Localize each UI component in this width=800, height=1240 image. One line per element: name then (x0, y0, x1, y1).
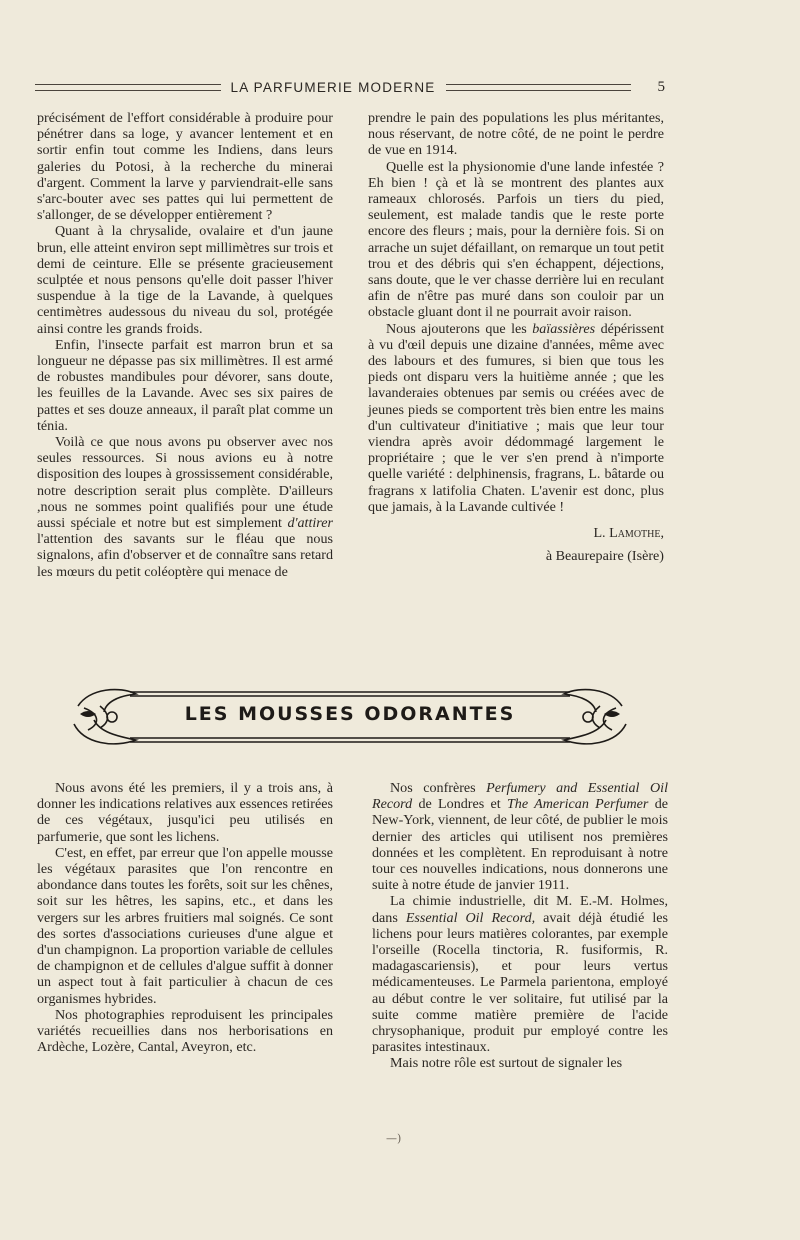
paragraph: Mais notre rôle est surtout de signaler les (390, 1055, 623, 1072)
footer-mark: —) (386, 1132, 402, 1145)
text-run: Nos confrères (390, 780, 487, 796)
text-run: Nous ajouterons que les (386, 320, 533, 337)
paragraph: précisément de l'effort considérable à produire pour pénétrer dans sa loge, y avancer lentement et en sortir enfin tout comme les Indiens, dans leurs galeries du Potosi, à la recherche du minerai d'argent. Comment la larve y parviendrait-elle sans s'arc-bouter avec ses pattes qui lui permettent de s'allonger, de se développer entièrement ? (37, 110, 333, 224)
column-bottom-left (37, 780, 333, 1055)
section-title: LES MOUSSES ODORANTES (184, 703, 516, 725)
header-rule-left (35, 84, 221, 91)
page-number: 5 (657, 78, 666, 95)
text-run: Voilà ce que nous avons pu observer avec nos seules ressources. Si nous avions eu à notre disposition des loupes à grossissement considérable, notre description serait plus complète. D'ailleurs ,nous ne sommes point qualifiés pour une étude aussi spéciale et notre but est simplement (37, 434, 333, 532)
journal-title: LA PARFUMERIE MODERNE (230, 79, 436, 95)
column-bottom-right (372, 780, 668, 1072)
header-rule-right (446, 84, 632, 91)
author-signature: L. Lamothe, (593, 525, 664, 542)
paragraph: Quelle est la physionomie d'une lande infestée ? Eh bien ! çà et là se montrent des plantes aux rameaux chlorosés. Parfois un tiers du pied, seulement, est malade tandis que le reste porte encore des fleurs ; mais, pour la dernière fois. Si on arrache un sujet défaillant, on remarque un tout petit trou et des débris qui s'en échappent, déjections, sans doute, que le ver chasse derrière lui en reculant afin de n'être pas muré dans son couloir par un obstacle gluant dont il ne pourrait avoir raison. (368, 158, 664, 321)
paragraph (372, 780, 668, 893)
text-run: l'attention des savants sur le fléau que nous signalons, afin d'observer et de connaître sans retard les mœurs du petit coléoptère qui menace de (37, 531, 333, 580)
running-header (35, 76, 665, 98)
author-location: à Beaurepaire (Isère) (545, 548, 664, 565)
emphasis: The American Perfumer (506, 796, 649, 813)
emphasis: baïassières (532, 320, 596, 337)
paragraph: Quant à la chrysalide, ovalaire et d'un jaune brun, elle atteint environ sept millimètres sur trois et demi de ceinture. Elle se présente gracieusement sculptée et nous pensons qu'elle doit passer l'hiver suspendue à la tige de la Lavande, à quelques centimètres audessous du niveau du sol, protégée ainsi contre les grands froids. (37, 223, 333, 337)
paragraph: Nos photographies reproduisent les principales variétés recueillies dans nos herborisations en Ardèche, Lozère, Cantal, Aveyron, etc. (37, 1006, 333, 1056)
text-run: de Londres et (412, 796, 507, 813)
column-top-right (368, 110, 664, 564)
column-top-left (37, 110, 333, 580)
paragraph (37, 434, 333, 580)
paragraph: Enfin, l'insecte parfait est marron brun et sa longueur ne dépasse pas six millimètres. Il est armé de robustes mandibules pour dévorer, sans doute, les feuilles de la Lavande. Avec ses six paires de pattes et ses douze anneaux, il paraît plat comme un ténia. (37, 336, 333, 434)
paragraph: C'est, en effet, par erreur que l'on appelle mousse les végétaux parasites que l'on rencontre en abondance dans toutes les forêts, soit sur les chênes, soit sur les hêtres, les sapins, etc., et dans les vergers sur les arbres fruitiers mal soignés. Ce sont des sortes d'associations curieuses d'une algue et d'un champignon. La proportion variable de cellules de champignon et de cellules d'algue suffit à donner un aspect tout à fait particulier à chacun de ces organismes hybrides. (37, 844, 333, 1007)
paragraph (372, 893, 668, 1055)
text-run: avait déjà étudié les lichens pour leurs matières colorantes, par exemple l'orseille (Rocella tinctoria, R. fusiformis, R. madagascariensis), et pour leurs vertus médicamenteuses. Le Parmela parientona, employé au début contre le ver solitaire, fut utilisé par la suite comme matière première de l'acide chrysophanique, produit pur employé contre les parasites intestinaux. (372, 909, 668, 1056)
emphasis: d'attirer (287, 515, 333, 532)
paragraph: prendre le pain des populations les plus méritantes, nous réservant, de notre côté, de ne point le perdre de vue en 1914. (368, 110, 664, 159)
paragraph (368, 321, 664, 515)
emphasis: Perfumery and Essential Oil Record (372, 780, 668, 813)
text-run: de New-York, viennent, de leur côté, de publier le mois dernier des articles qui utilisent nos premières données et les complètent. En reproduisant à notre tour ces nouvelles indications, nous donnerons une suite à notre étude de janvier 1911. (372, 796, 668, 894)
section-banner (70, 684, 630, 750)
paragraph: Nous avons été les premiers, il y a trois ans, à donner les indications relatives aux essences retirées de ces végétaux, jusqu'ici peu utilisés en parfumerie, que sont les lichens. (37, 780, 333, 845)
text-run: dépérissent à vu d'œil depuis une dizaine d'années, même avec des labours et des fumures, si bien que tous les pieds ont disparu vers la huitième année ; que les lavanderaies obtenues par semis ou créées avec de jeunes pieds se comportent très bien entre les mains d'un cultivateur d'initiative ; mais que leur tour viendra après avoir dédommagé largement le propriétaire ; que le ver s'en prend à n'importe quelle variété : delphinensis, fragrans, L. bâtarde ou fragrans x latifolia Chaten. L'avenir est donc, plus que jamais, à la Lavande cultivée ! (368, 320, 664, 515)
text-run: La chimie industrielle, dit M. E.-M. Holmes, dans (372, 893, 668, 926)
emphasis: Essential Oil Record, (405, 909, 536, 926)
